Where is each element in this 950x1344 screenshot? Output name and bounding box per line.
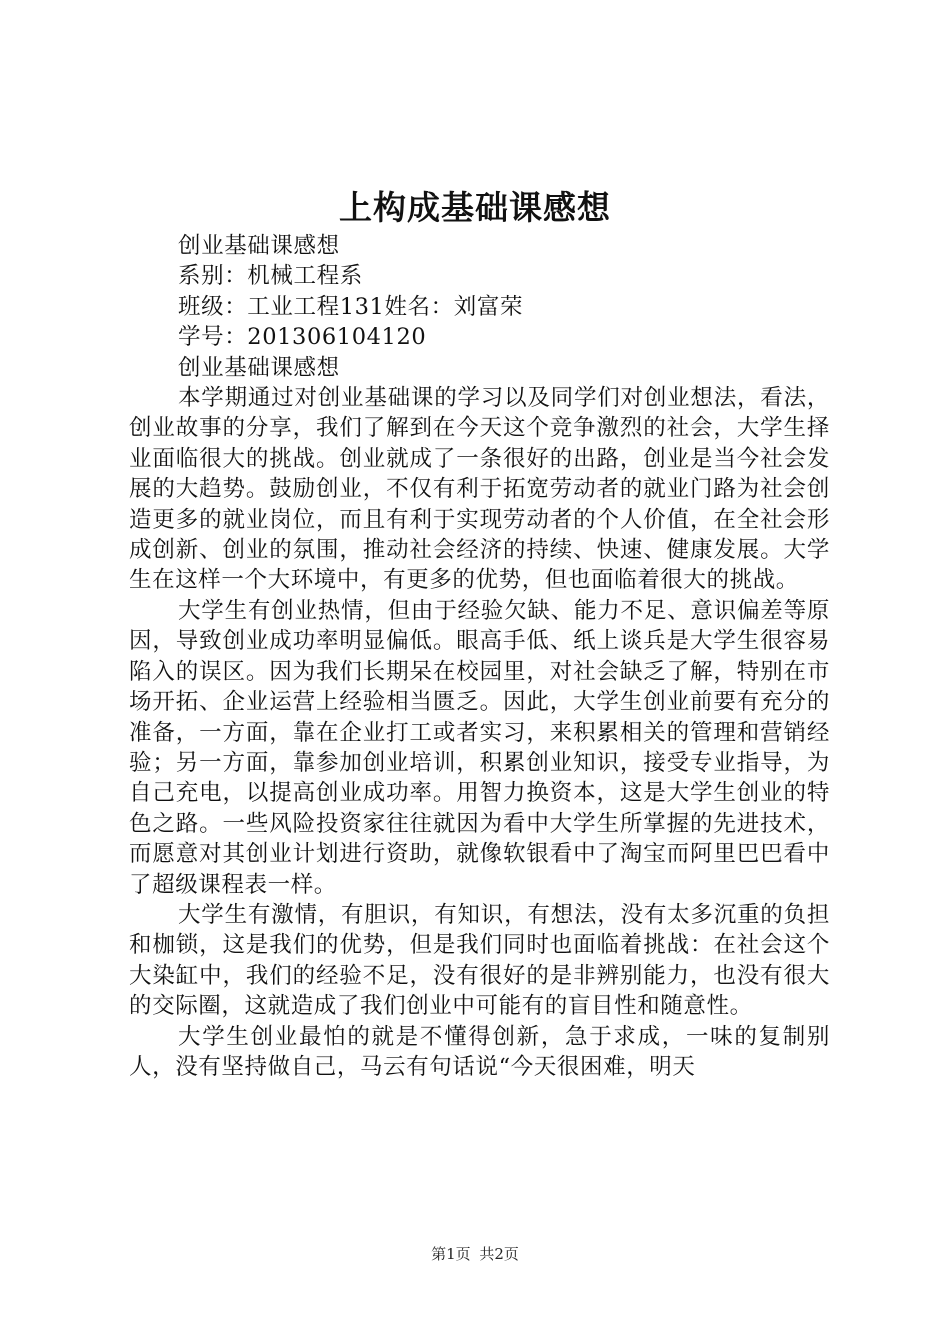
meta-essay-heading: 创业基础课感想 — [178, 354, 340, 381]
meta-course-title: 创业基础课感想 — [178, 233, 340, 259]
paragraph: 大学生创业最怕的就是不懂得创新，急于求成，一味的复制别人，没有坚持做自己，马云有句话说“今天很困难，明天 — [129, 1023, 830, 1080]
paragraph: 大学生有创业热情，但由于经验欠缺、能力不足、意识偏差等原因，导致创业成功率明显偏低。眼高手低、纸上谈兵是大学生很容易陷入的误区。因为我们长期呆在校园里，对社会缺乏了解，特别在市场开拓、企业运营上经验相当匮乏。因此，大学生创业前要有充分的准备，一方面，靠在企业打工或者实习，来积累相关的管理和营销经验；另一方面，靠参加创业培训，积累创业知识，接受专业指导，为自己充电，以提高创业成功率。用智力换资本，这是大学生创业的特色之路。一些风险投资家往往就因为看中大学生所掌握的先进技术，而愿意对其创业计划进行资助，就像软银看中了淘宝而阿里巴巴看中了超级课程表一样。 — [129, 597, 830, 898]
paragraph: 本学期通过对创业基础课的学习以及同学们对创业想法，看法，创业故事的分享，我们了解到在今天这个竞争激烈的社会，大学生择业面临很大的挑战。创业就成了一条很好的出路，创业是当今社会发展的大趋势。鼓励创业，不仅有利于拓宽劳动者的就业门路为社会创造更多的就业岗位，而且有利于实现劳动者的个人价值，在全社会形成创新、创业的氛围，推动社会经济的持续、快速、健康发展。大学生在这样一个大环境中，有更多的优势，但也面临着很大的挑战。 — [129, 385, 830, 594]
paragraph: 大学生有激情，有胆识，有知识，有想法，没有太多沉重的负担和枷锁，这是我们的优势，但是我们同时也面临着挑战：在社会这个大染缸中，我们的经验不足，没有很好的是非辨别能力，也没有很大的交际圈，这就造成了我们创业中可能有的盲目性和随意性。 — [129, 901, 830, 1020]
page-footer — [0, 1242, 950, 1266]
meta-class-and-name: 班级：工业工程131姓名：刘富荣 — [178, 293, 524, 320]
page-number: 第1页 — [431, 1245, 471, 1263]
document-title: 上构成基础课感想 — [339, 188, 611, 227]
meta-student-id: 学号：201306104120 — [178, 324, 427, 351]
document-body — [129, 231, 830, 1082]
meta-department: 系别：机械工程系 — [178, 263, 363, 290]
page-total: 共2页 — [479, 1245, 519, 1263]
